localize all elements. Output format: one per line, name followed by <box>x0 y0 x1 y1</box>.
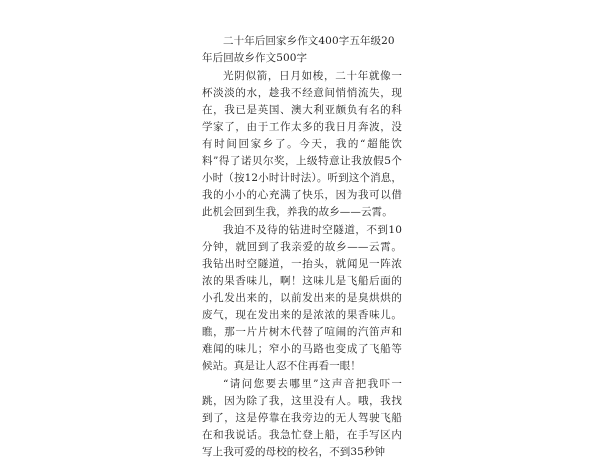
article-title: 二十年后回家乡作文400字五年级20年后回故乡作文500字 <box>202 35 395 64</box>
paragraph-1: 光阴似箭，日月如梭，二十年就像一杯淡淡的水，趁我不经意间悄悄流失，现在，我已是英国、澳大利亚颇负有名的科学家了，由于工作太多的我日月奔波，没有时间回家乡了。今天，我的“超能饮料”得了诺贝尔奖，上级特意让我放假5个小时（按12小时计时法）。听到这个消息，我的小小的心充满了快乐，因为我可以借此机会回到生我，养我的故乡——云霄。 <box>202 70 402 218</box>
paragraph-3: “请问您要去哪里”这声音把我吓一跳，因为除了我，这里没有人。哦，我找到了，这是停靠在我旁边的无人驾驶飞船在和我说话。我急忙登上船，在手写区内写上我可爱的母校的校名，不到35秒钟 <box>202 378 402 458</box>
paragraph-2: 我迫不及待的钻进时空隧道，不到10分钟，就回到了我亲爱的故乡——云霄。我钻出时空隧道，一抬头，就闻见一阵浓浓的果香味儿，啊！这味儿是飞船后面的小孔发出来的，以前发出来的是臭烘烘的废气，现在发出来的是浓浓的果香味儿。瞧，那一片片树木代替了喧闹的汽笛声和难闻的味儿；窄小的马路也变成了飞船等候站。真是让人忍不住再看一眼！ <box>202 224 402 372</box>
article-body <box>202 33 402 462</box>
